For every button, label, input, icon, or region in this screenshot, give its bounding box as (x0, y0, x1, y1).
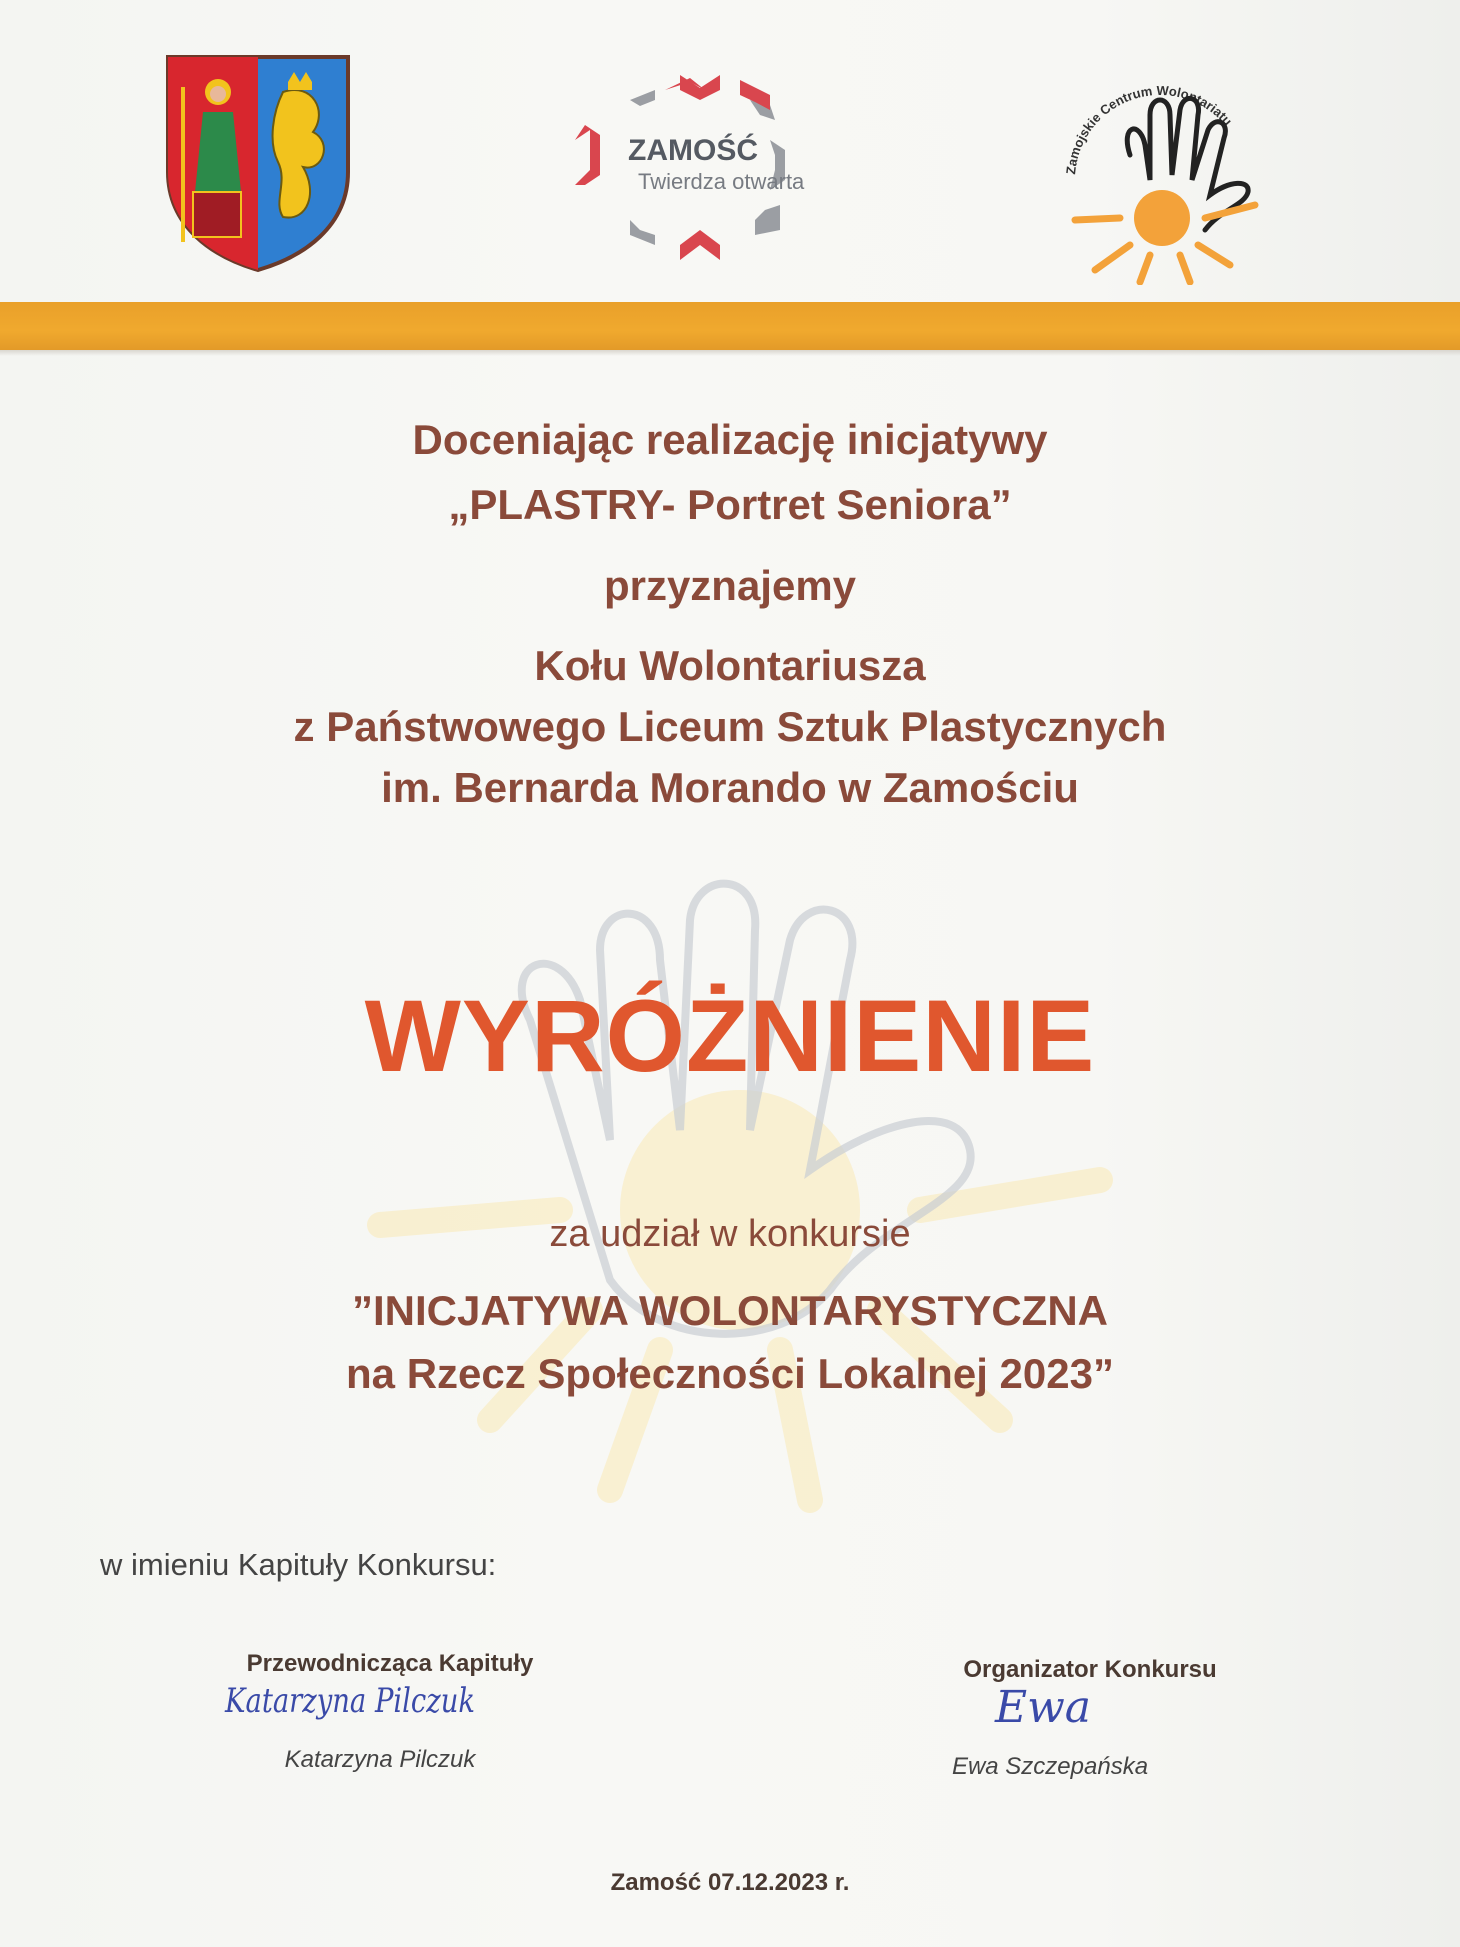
recipient-line-2: z Państwowego Liceum Sztuk Plastycznych (293, 703, 1167, 750)
recipient-line-1: Kołu Wolontariusza (534, 642, 926, 689)
initiative-name: „PLASTRY- Portret Seniora” (448, 481, 1012, 528)
coat-of-arms-icon (163, 52, 353, 274)
volunteer-center-name: Zamojskie Centrum Wolontariatu (1063, 82, 1236, 176)
header-stripe-shadow (0, 350, 1460, 356)
header-stripe (0, 302, 1460, 350)
hand-sun-watermark (360, 880, 1120, 1520)
right-signature-text: Ewa (995, 1682, 1092, 1733)
issue-date: Zamość 07.12.2023 r. (610, 1869, 850, 1896)
on-behalf-label: w imieniu Kapituły Konkursu: (100, 1547, 497, 1582)
left-handwritten-signature (225, 1670, 485, 1730)
city-logo-tagline: Twierdza otwarta (638, 169, 805, 194)
contest-name-line-1: ”INICJATYWA WOLONTARYSTYCZNA (352, 1287, 1108, 1334)
right-handwritten-signature (985, 1672, 1115, 1752)
contest-name-line-2: na Rzecz Społeczności Lokalnej 2023” (346, 1350, 1114, 1397)
contest-intro: za udział w konkursie (549, 1213, 911, 1255)
left-signer-role: Przewodnicząca Kapituły (246, 1650, 534, 1677)
left-signer-name: Katarzyna Pilczuk (284, 1746, 476, 1773)
zamosc-fortress-icon (570, 70, 860, 270)
city-logo-name: ZAMOŚĆ (628, 134, 758, 167)
right-signer-role: Organizator Konkursu (963, 1656, 1217, 1683)
award-title: WYRÓŻNIENIE (364, 979, 1096, 1093)
intro-verb: przyznajemy (603, 562, 857, 609)
recipient-line-3: im. Bernarda Morando w Zamościu (381, 764, 1079, 811)
intro-line-1: Doceniając realizację inicjatywy (412, 416, 1048, 463)
right-signer-name: Ewa Szczepańska (951, 1753, 1149, 1780)
hand-sun-icon (1050, 70, 1270, 285)
left-signature-text: Katarzyna Pilczuk (224, 1681, 475, 1721)
